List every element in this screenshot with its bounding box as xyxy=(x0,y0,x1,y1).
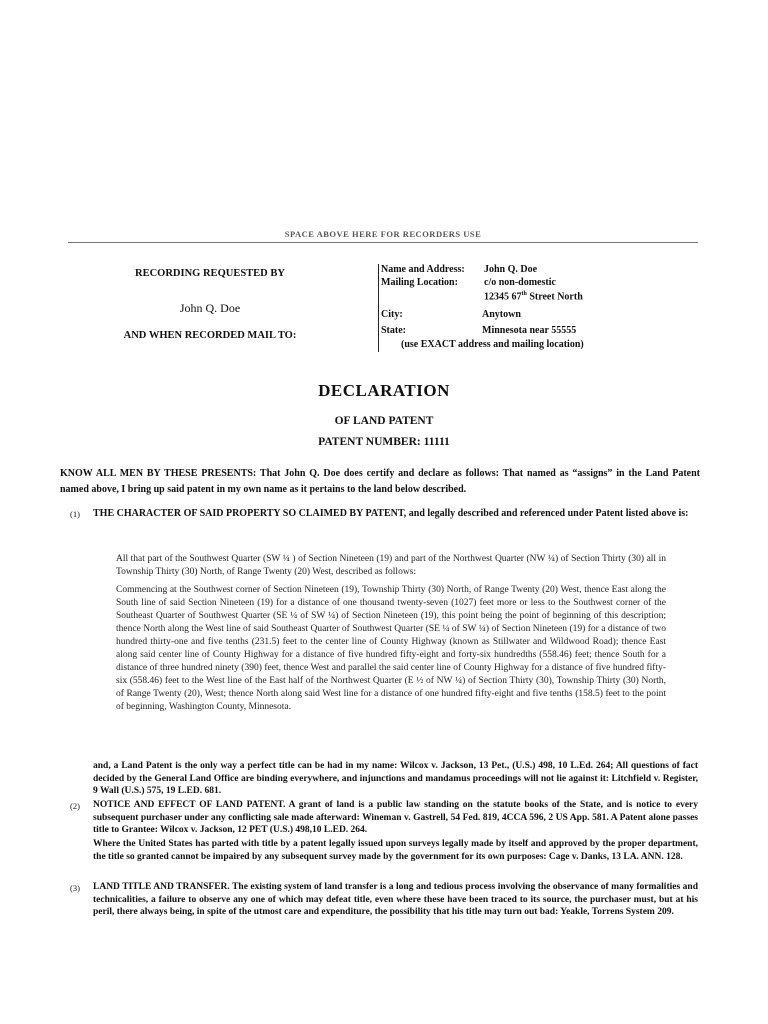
mailing-line-1: c/o non-domestic xyxy=(484,277,556,288)
city-value: Anytown xyxy=(482,309,521,320)
item-3-number: (3) xyxy=(70,883,80,893)
mailing-line-2: 12345 67th Street North xyxy=(484,291,583,303)
recorders-use-note: SPACE ABOVE HERE FOR RECORDERS USE xyxy=(284,229,482,239)
citation-paragraph-3: Where the United States has parted with title by a patent legally issued upon surveys legally made by itself and approved by the proper department, the title so granted cannot be impaired by any subsequent survey made by the government for its own purposes: Cage v. Danks, 13 LA. ANN. 128. xyxy=(93,839,698,862)
legal-description-body: Commencing at the Southwest corner of Section Nineteen (19), Township Thirty (30) North, of Range Twenty (20) West, thence East along the South line of said Section Nineteen (19) for a distance of one thousand twenty-seven (1027) feet more or less to the Southwest corner of the Southeast Quarter of Southwest Quarter (SE ¼ of SW ¼) of Section Nineteen (19), this point being the point of beginning of this description; thence North along the West line of said Southeast Quarter of Southwest Quarter (SE ¼ of SW ¼) of Section Nineteen (19) for a distance of two hundred thirty-one and five tenths (231.5) feet to the center line of County Highway (known as Stillwater and Wildwood Road); thence East along said center line of County Highway for a distance of five hundred fifty-eight and forty-six hundredths (558.46) feet; thence South for a distance of three hundred ninety (390) feet, thence West and parallel the said center line of County Highway for a distance of five hundred fifty-six (558.46) feet to the West line of the East half of the Northwest Quarter (E ½ of NW ¼) of Section Thirty (30), Township Thirty (30) North, of Range Twenty (20), West; thence North along said West line for a distance of one hundred fifty-eight and five tenths (158.5) feet to the point of beginning, Washington County, Minnesota. xyxy=(116,585,666,712)
item-1-number: (1) xyxy=(70,509,80,519)
state-value: Minnesota near 55555 xyxy=(482,325,577,336)
item-2-text: NOTICE AND EFFECT OF LAND PATENT. A grant of land is a public law standing on the statute books of the State, and is notice to every subsequent purchaser under any conflicting sale made afterward: Wineman v. Gastrell, 54 Fed. 819, 4CCA 596, 2 US App. 581. A Patent alone passes title to Grantee: Wilcox v. Jackson, 12 PET (U.S.) 498,10 L.ED. 264. xyxy=(93,800,698,836)
city-label: City: xyxy=(381,309,403,320)
recording-requested-by-label: RECORDING REQUESTED BY xyxy=(135,268,285,279)
address-note: (use EXACT address and mailing location) xyxy=(401,339,584,350)
know-all-men-paragraph: KNOW ALL MEN BY THESE PRESENTS: That John Q. Doe does certify and declare as follows: That named as “assigns” in the Land Patent named above, I bring up said patent in my own name as it pertains to the land below described. xyxy=(60,468,700,495)
citation-paragraph-1: and, a Land Patent is the only way a perfect title can be had in my name: Wilcox v. Jackson, 13 Pet., (U.S.) 498, 10 L.Ed. 264; All questions of fact decided by the General Land Office are binding everywhere, and injunctions and mandamus proceedings will not lie against it: Litchfield v. Register, 9 Wall (U.S.) 575, 19 L.ED. 681. xyxy=(93,761,698,797)
requested-by-name: John Q. Doe xyxy=(179,301,241,315)
recorders-divider xyxy=(68,242,698,243)
item-2-number: (2) xyxy=(70,801,80,811)
state-label: State: xyxy=(381,325,406,336)
legal-description-intro: All that part of the Southwest Quarter (SW ¼ ) of Section Nineteen (19) and part of the Northwest Quarter (NW ¼) of Section Thirty (30) all in Township Thirty (30) North, of Range Twenty (20) West, described as follows: xyxy=(116,554,666,577)
patent-number: PATENT NUMBER: 11111 xyxy=(318,436,450,448)
name-address-value: John Q. Doe xyxy=(484,264,538,275)
name-address-label: Name and Address: xyxy=(381,264,465,275)
address-block xyxy=(378,264,699,352)
item-1-text: THE CHARACTER OF SAID PROPERTY SO CLAIMED BY PATENT, and legally described and referenced under Patent listed above is: xyxy=(93,508,689,519)
document-title: DECLARATION xyxy=(318,381,450,400)
mailing-location-label: Mailing Location: xyxy=(381,277,458,288)
mail-to-label: AND WHEN RECORDED MAIL TO: xyxy=(123,330,297,341)
item-3-text: LAND TITLE AND TRANSFER. The existing system of land transfer is a long and tedious process involving the observance of many formalities and technicalities, a failure to observe any one of which may defeat title, even where these have been traced to its source, the purchaser must, but at his peril, there always being, in spite of the utmost care and expenditure, the possibility that his title may turn out bad: Yeakle, Torrens System 209. xyxy=(93,882,698,918)
document-subtitle: OF LAND PATENT xyxy=(334,415,434,427)
